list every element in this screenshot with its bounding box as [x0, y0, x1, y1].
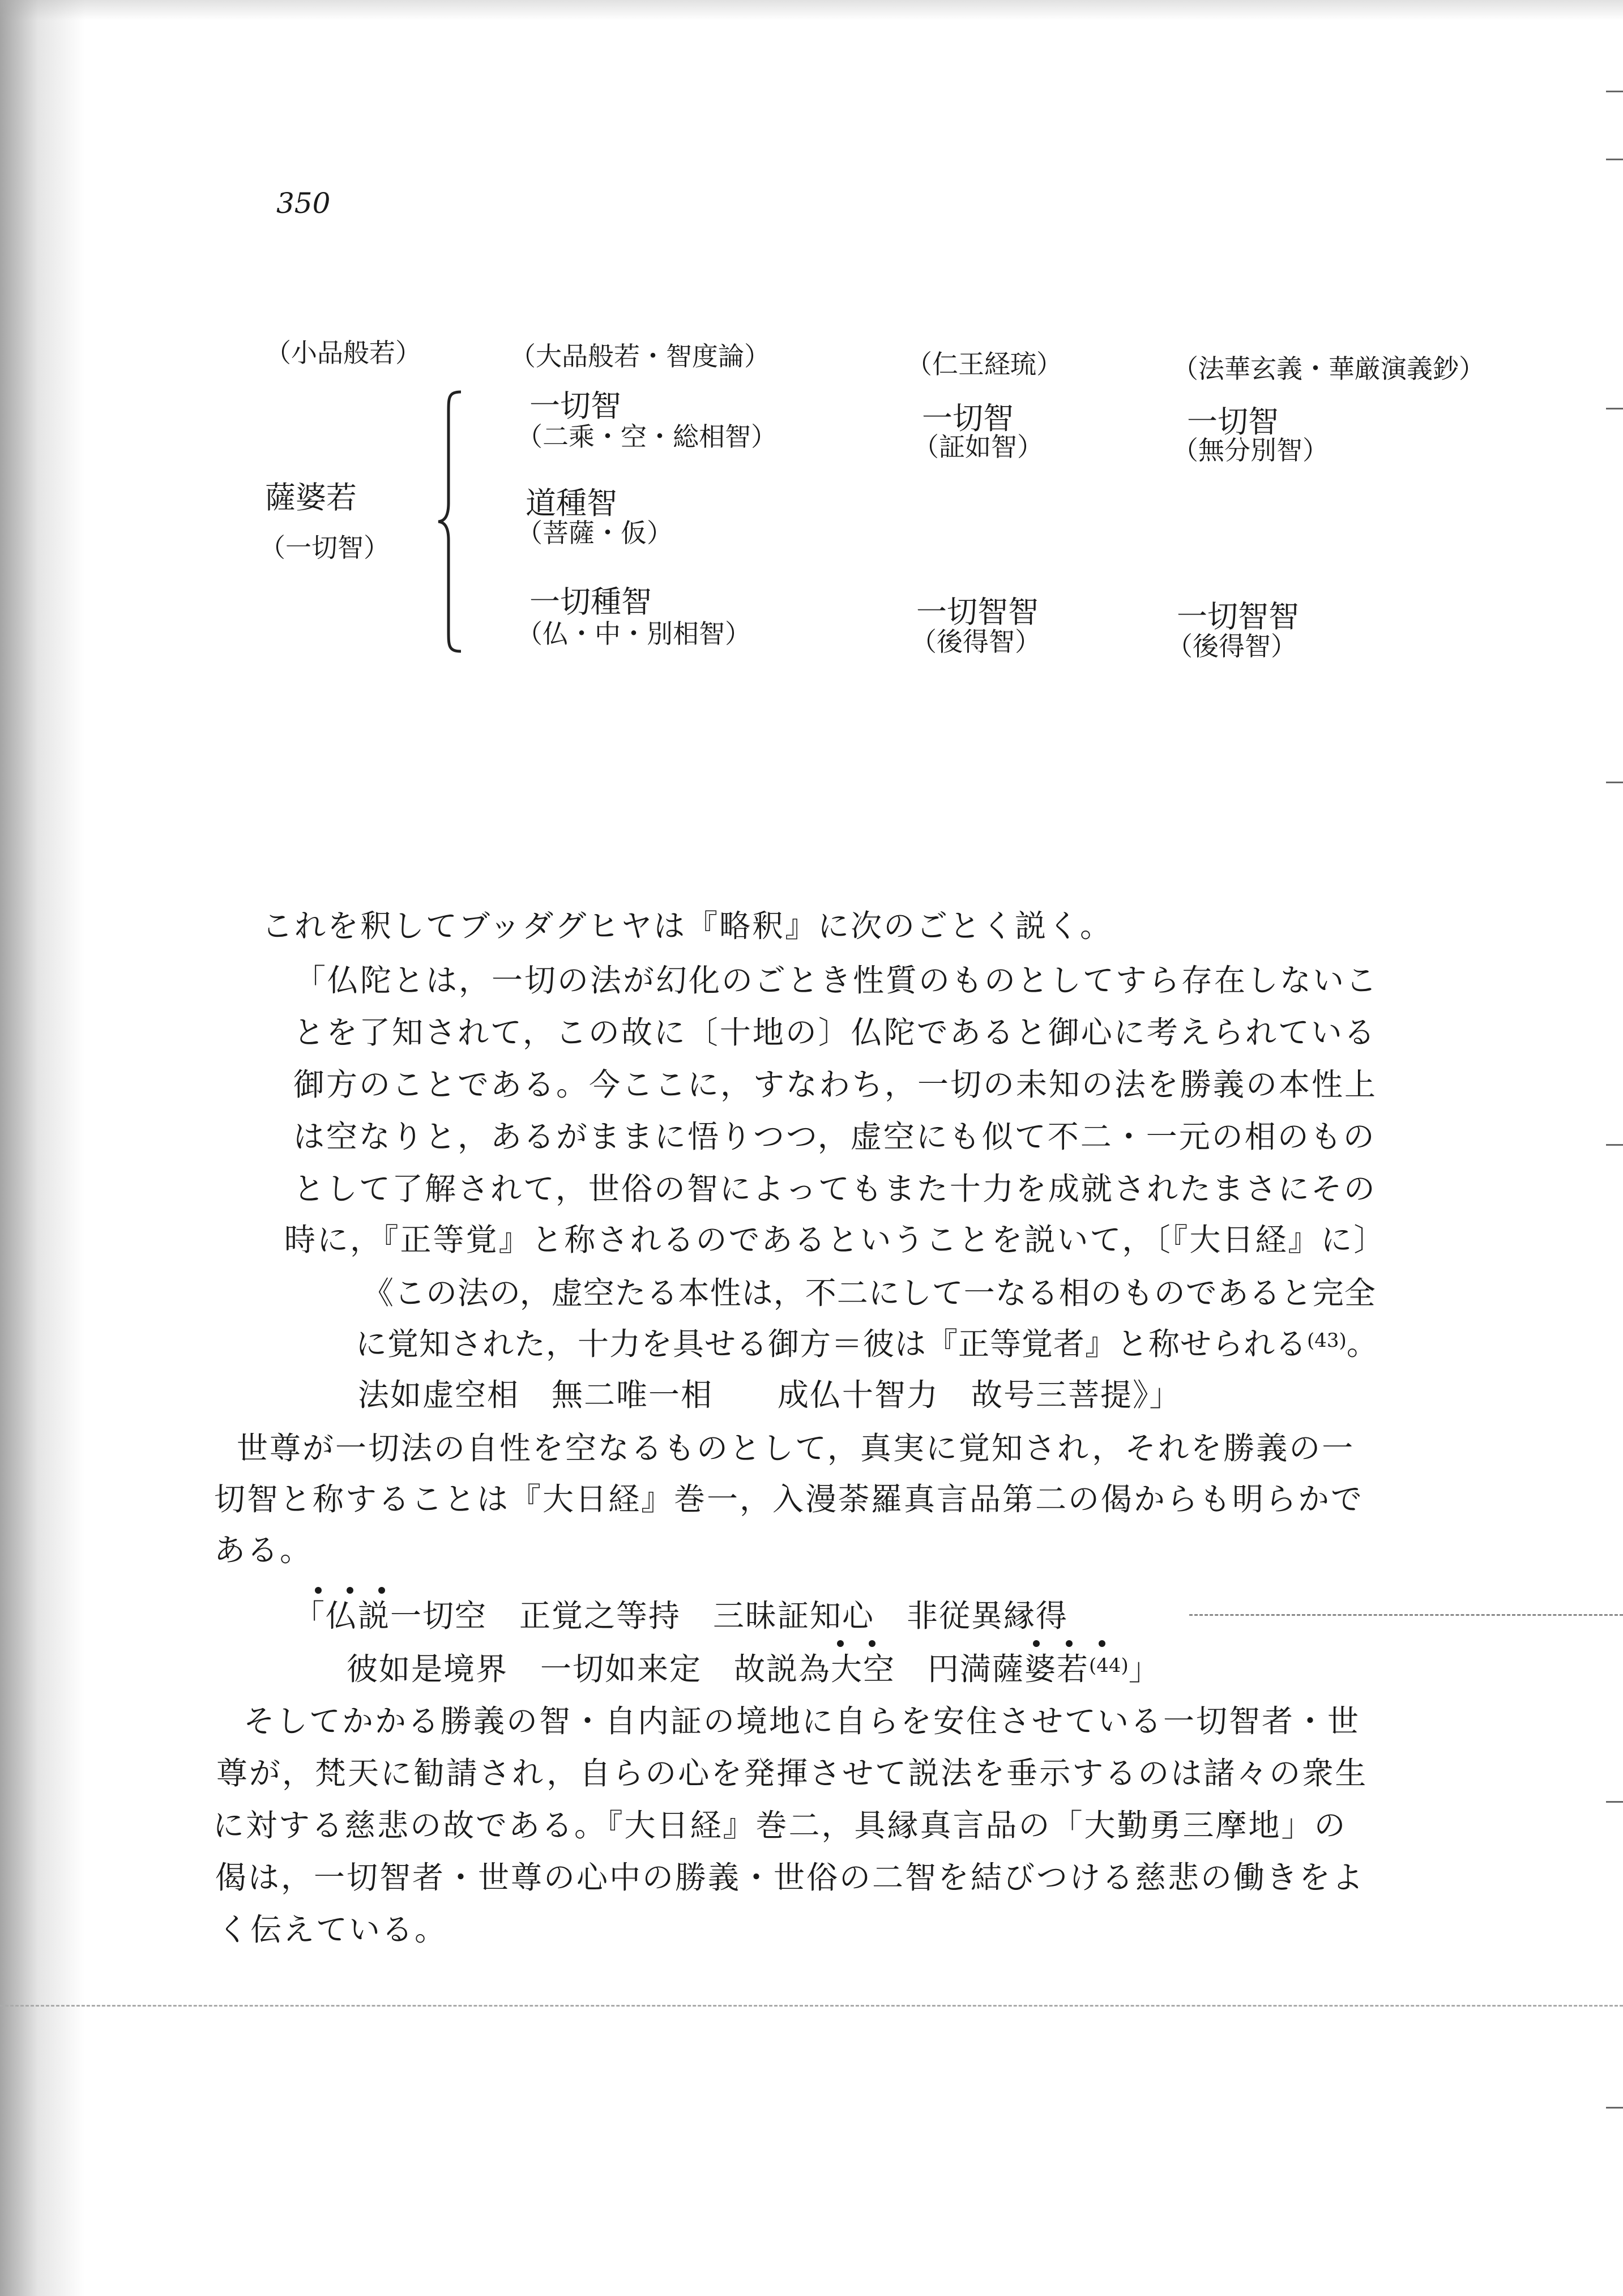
quote-line: 御方のことである。今ここに，すなわち，一切の未知の法を勝義の本性上 [293, 1066, 1378, 1103]
citation-44: (44) [1089, 1654, 1129, 1677]
col4-term-issaichi: 一切智 [1187, 404, 1279, 439]
table-header-hokke: （法華玄義・華厳演義鈔） [1172, 353, 1485, 384]
col2-note-issaichi: （二乘・空・総相智） [516, 421, 777, 452]
para2-line: 切智と称することは『大日経』巻一，入漫荼羅真言品第二の偈からも明らかで [214, 1481, 1364, 1517]
para3-line: 尊が，梵天に勧請され，自らの心を発揮させて説法を垂示するのは諸々の衆生 [216, 1755, 1368, 1791]
table-header-ninno: （仁王経琉） [906, 349, 1062, 379]
quote-line: は空なりと，あるがままに悟りつつ，虚空にも似て不二・一元の相のもの [293, 1119, 1376, 1155]
verse-line-3 [347, 1651, 1161, 1687]
col3-term-issaichichi: 一切智智 [916, 594, 1039, 630]
margin-tick [1606, 2107, 1623, 2109]
inner-quote-line-2 [356, 1326, 1378, 1362]
col2-term-issaichi: 一切智 [529, 388, 621, 424]
scan-shadow-top [0, 0, 1623, 20]
col3-note-shonyochi: （証如智） [913, 432, 1043, 462]
margin-tick [1606, 1144, 1623, 1146]
quote-line: 時に，『正等覚』と称されるのであるということを説いて，〔『大日経』に〕 [284, 1222, 1387, 1258]
verse-line-2: 「仏説一切空 正覚之等持 三昧証知心 非従異縁得 [293, 1598, 1069, 1634]
margin-tick [1606, 159, 1623, 160]
inner-quote-text: に覚知された，十力を具せる御方＝彼は『正等覚者』と称せられる [356, 1326, 1308, 1362]
verse-line-1: 法如虚空相 無二唯一相 成仏十智力 故号三菩提》」 [358, 1377, 1182, 1413]
root-note: （一切智） [259, 532, 390, 563]
quote-line: とを了知されて，この故に〔十地の〕仏陀であると御心に考えられている [293, 1014, 1377, 1051]
scan-rule-bottom [0, 2005, 1623, 2007]
citation-43: (43) [1307, 1329, 1347, 1352]
col4-note-gotokuchi: （後得智） [1167, 631, 1297, 662]
para3-line: 偈は，一切智者・世尊の心中の勝義・世俗の二智を結びつける慈悲の働きをよ [215, 1859, 1365, 1896]
intro-line: これを釈してブッダグヒヤは『略釈』に次のごとく説く。 [262, 908, 1113, 944]
inner-quote-end: 。 [1346, 1326, 1378, 1362]
table-header-shohon: （小品般若） [265, 338, 421, 368]
page-number: 350 [276, 187, 331, 220]
col4-term-issaichichi: 一切智智 [1177, 599, 1299, 634]
quote-line: 「仏陀とは，一切の法が幻化のごとき性質のものとしてすら存在しないこ [294, 962, 1379, 998]
para3-line: に対する慈悲の故である。『大日経』巻二，具縁真言品の「大勤勇三摩地」の [213, 1807, 1347, 1843]
col2-term-issaishuchi: 一切種智 [529, 584, 652, 620]
para3-line: そしてかかる勝義の智・自内証の境地に自らを安住させている一切智者・世 [244, 1703, 1361, 1739]
margin-tick [1606, 408, 1623, 409]
col2-note-doshuchi: （菩薩・仮） [516, 518, 673, 548]
emphasis-dots-satsubaja [1033, 1640, 1146, 1648]
quote-line: として了解されて，世俗の智によってもまた十力を成就されたまさにその [293, 1171, 1377, 1207]
para2-line: 世尊が一切法の自性を空なるものとして，真実に覚知され，それを勝義の一 [237, 1430, 1355, 1466]
margin-tick [1606, 1801, 1623, 1803]
verse-3-text: 彼如是境界 一切如来定 故説為大空 円満薩婆若 [347, 1651, 1090, 1687]
margin-tick [1606, 782, 1623, 783]
para2-line: ある。 [214, 1532, 313, 1568]
scan-shadow-left [0, 0, 85, 2296]
col2-note-issaishuchi: （仏・中・別相智） [516, 618, 751, 649]
inner-quote-line-1: 《この法の，虚空たる本性は，不二にして一なる相のものであると完全 [362, 1275, 1376, 1311]
emphasis-dots-issaiku [315, 1587, 428, 1595]
verse-3-end: 」 [1128, 1651, 1161, 1687]
col3-term-issaichi: 一切智 [922, 400, 1014, 436]
curly-brace [436, 390, 463, 654]
col2-term-doshuchi: 道種智 [526, 485, 617, 521]
col3-note-gotokuchi: （後得智） [911, 626, 1041, 657]
col4-note-mufunbetsuchi: （無分別智） [1172, 435, 1329, 466]
root-term: 薩婆若 [265, 480, 357, 515]
scan-rule [1189, 1614, 1623, 1616]
para3-line: く伝えている。 [217, 1911, 448, 1948]
table-header-daihon: （大品般若・智度論） [510, 341, 770, 372]
margin-tick [1606, 91, 1623, 92]
emphasis-dots-daiku [837, 1640, 894, 1648]
